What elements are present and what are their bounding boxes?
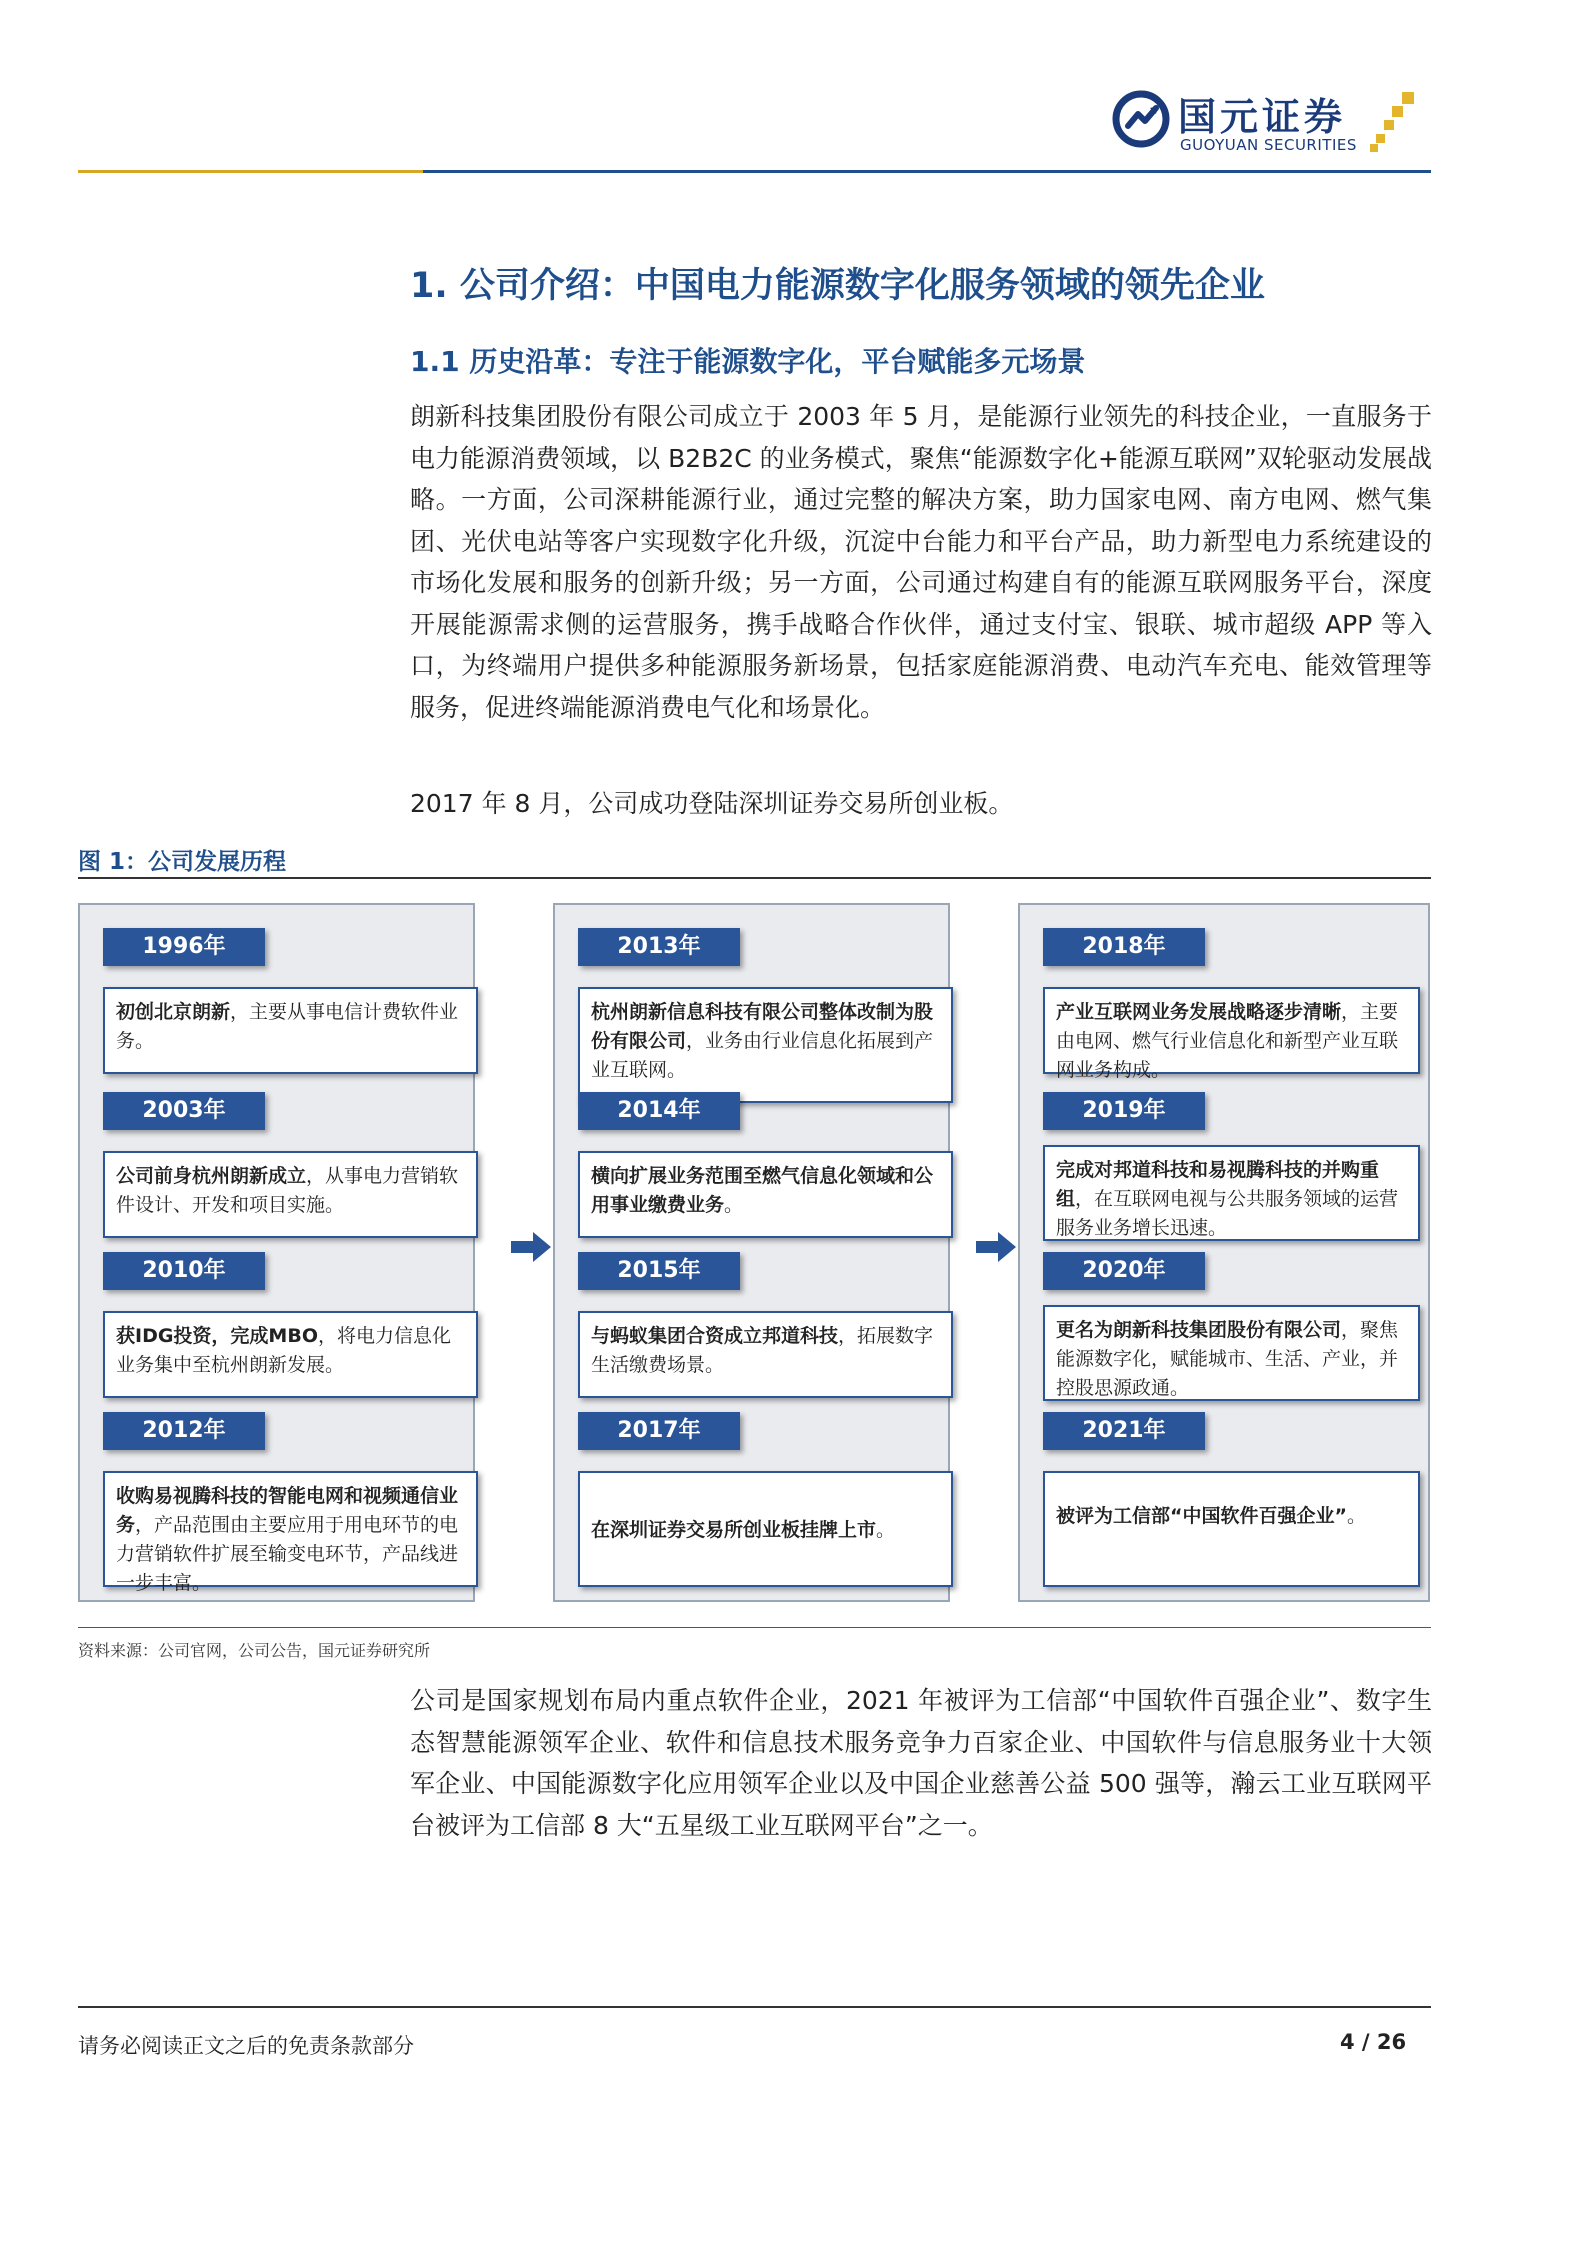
year-tag: 2003年 bbox=[103, 1092, 265, 1130]
event-text: 。 bbox=[1346, 1505, 1366, 1527]
event-highlight: 完成对邦道科技和易视腾科技的并购重组 bbox=[1056, 1159, 1380, 1210]
year-tag: 2010年 bbox=[103, 1252, 265, 1290]
event-box bbox=[1043, 987, 1420, 1081]
timeline-column-2 bbox=[553, 903, 950, 1602]
year-tag: 2014年 bbox=[578, 1092, 740, 1130]
event-box bbox=[103, 1471, 478, 1594]
event-text: 。 bbox=[876, 1519, 896, 1541]
intro-paragraph: 朗新科技集团股份有限公司成立于 2003 年 5 月，是能源行业领先的科技企业，一直服务于电力能源消费领域，以 B2B2C 的业务模式，聚焦“能源数字化+能源互联网”双轮驱动发展战略。一方面，公司深耕能源行业，通过完整的解决方案，助力国家电网、南方电网、燃气集团、光伏电站等客户实现数字化升级，沉淀中台能力和平台产品，助力新型电力系统建设的市场化发展和服务的创新升级；另一方面，公司通过构建自有的能源互联网服务平台，深度开展能源需求侧的运营服务，携手战略合作伙伴，通过支付宝、银联、城市超级 APP 等入口，为终端用户提供多种能源服务新场景，包括家庭能源消费、电动汽车充电、能效管理等服务，促进终端能源消费电气化和场景化。 bbox=[410, 402, 1432, 722]
event-box bbox=[1043, 1305, 1420, 1401]
figure-bottom-rule bbox=[78, 1627, 1431, 1628]
event-box bbox=[578, 1471, 953, 1587]
timeline-column-1 bbox=[78, 903, 475, 1602]
event-box bbox=[1043, 1471, 1420, 1587]
event-box bbox=[103, 1311, 478, 1398]
event-text: ，在互联网电视与公共服务领域的运营服务业务增长迅速。 bbox=[1056, 1188, 1399, 1239]
year-tag: 2018年 bbox=[1043, 928, 1205, 966]
header-rule-gold bbox=[78, 170, 423, 173]
figure-source: 资料来源：公司官网，公司公告，国元证券研究所 bbox=[78, 1641, 431, 1660]
logo-gold-squares-icon bbox=[1370, 92, 1420, 154]
event-highlight: 初创北京朗新 bbox=[116, 1001, 231, 1023]
year-tag: 1996年 bbox=[103, 928, 265, 966]
year-tag: 2019年 bbox=[1043, 1092, 1205, 1130]
event-text: ，从事电力营销软件设计、开发和项目实施。 bbox=[116, 1165, 459, 1216]
event-text: ，主要由电网、燃气行业信息化和新型产业互联网业务构成。 bbox=[1056, 1001, 1399, 1081]
event-highlight: 更名为朗新科技集团股份有限公司 bbox=[1056, 1319, 1342, 1341]
listing-paragraph: 2017 年 8 月，公司成功登陆深圳证券交易所创业板。 bbox=[410, 789, 1014, 818]
footer-rule bbox=[78, 2006, 1431, 2008]
event-text: ，聚焦能源数字化，赋能城市、生活、产业，并控股思源政通。 bbox=[1056, 1319, 1399, 1399]
event-box bbox=[578, 987, 953, 1103]
event-box bbox=[103, 1151, 478, 1238]
event-highlight: 杭州朗新信息科技有限公司整体改制为股份有限公司 bbox=[591, 1001, 934, 1052]
event-box bbox=[1043, 1145, 1420, 1241]
event-box bbox=[578, 1151, 953, 1238]
section-title: 1. 公司介绍：中国电力能源数字化服务领域的领先企业 bbox=[410, 266, 1265, 306]
year-tag: 2013年 bbox=[578, 928, 740, 966]
event-highlight: 获IDG投资，完成MBO bbox=[116, 1325, 318, 1347]
logo-icon bbox=[1112, 90, 1170, 148]
event-highlight: 横向扩展业务范围至燃气信息化领域和公用事业缴费业务 bbox=[591, 1165, 934, 1216]
event-text: ，业务由行业信息化拓展到产业互联网。 bbox=[591, 1030, 934, 1081]
year-tag: 2021年 bbox=[1043, 1412, 1205, 1450]
event-text: ，将电力信息化业务集中至杭州朗新发展。 bbox=[116, 1325, 451, 1376]
logo-company-en: GUOYUAN SECURITIES bbox=[1180, 136, 1357, 154]
year-tag: 2015年 bbox=[578, 1252, 740, 1290]
footer-disclaimer: 请务必阅读正文之后的免责条款部分 bbox=[78, 2034, 414, 2058]
event-highlight: 产业互联网业务发展战略逐步清晰 bbox=[1056, 1001, 1342, 1023]
event-highlight: 与蚂蚁集团合资成立邦道科技 bbox=[591, 1325, 839, 1347]
year-tag: 2012年 bbox=[103, 1412, 265, 1450]
figure-top-rule bbox=[78, 877, 1431, 879]
section-subtitle: 1.1 历史沿革：专注于能源数字化，平台赋能多元场景 bbox=[410, 345, 1086, 378]
arrow-right-icon bbox=[511, 1232, 551, 1262]
logo-company-cn: 国元证券 bbox=[1178, 95, 1347, 139]
page-number: 4 / 26 bbox=[1340, 2030, 1407, 2054]
header-rule-blue bbox=[423, 170, 1431, 173]
event-text: 。 bbox=[724, 1194, 744, 1216]
honors-paragraph: 公司是国家规划布局内重点软件企业，2021 年被评为工信部“中国软件百强企业”、数字生态智慧能源领军企业、软件和信息技术服务竞争力百家企业、中国软件与信息服务业十大领军企业、中国能源数字化应用领军企业以及中国企业慈善公益 500 强等，瀚云工业互联网平台被评为工信部 8 大“五星级工业互联网平台”之一。 bbox=[410, 1686, 1432, 1840]
event-highlight: 收购易视腾科技的智能电网和视频通信业务 bbox=[116, 1485, 459, 1536]
event-box bbox=[103, 987, 478, 1074]
event-text: ，主要从事电信计费软件业务。 bbox=[116, 1001, 459, 1052]
event-highlight: 被评为工信部“中国软件百强企业” bbox=[1056, 1505, 1347, 1527]
arrow-right-icon bbox=[976, 1232, 1016, 1262]
year-tag: 2017年 bbox=[578, 1412, 740, 1450]
figure-title: 图 1：公司发展历程 bbox=[78, 849, 287, 875]
event-box bbox=[578, 1311, 953, 1398]
year-tag: 2020年 bbox=[1043, 1252, 1205, 1290]
event-text: ，拓展数字生活缴费场景。 bbox=[591, 1325, 934, 1376]
event-text: ，产品范围由主要应用于用电环节的电力营销软件扩展至输变电环节，产品线进一步丰富。 bbox=[116, 1514, 459, 1594]
event-highlight: 公司前身杭州朗新成立 bbox=[116, 1165, 307, 1187]
timeline-column-3 bbox=[1018, 903, 1430, 1602]
event-highlight: 在深圳证券交易所创业板挂牌上市 bbox=[591, 1519, 877, 1541]
